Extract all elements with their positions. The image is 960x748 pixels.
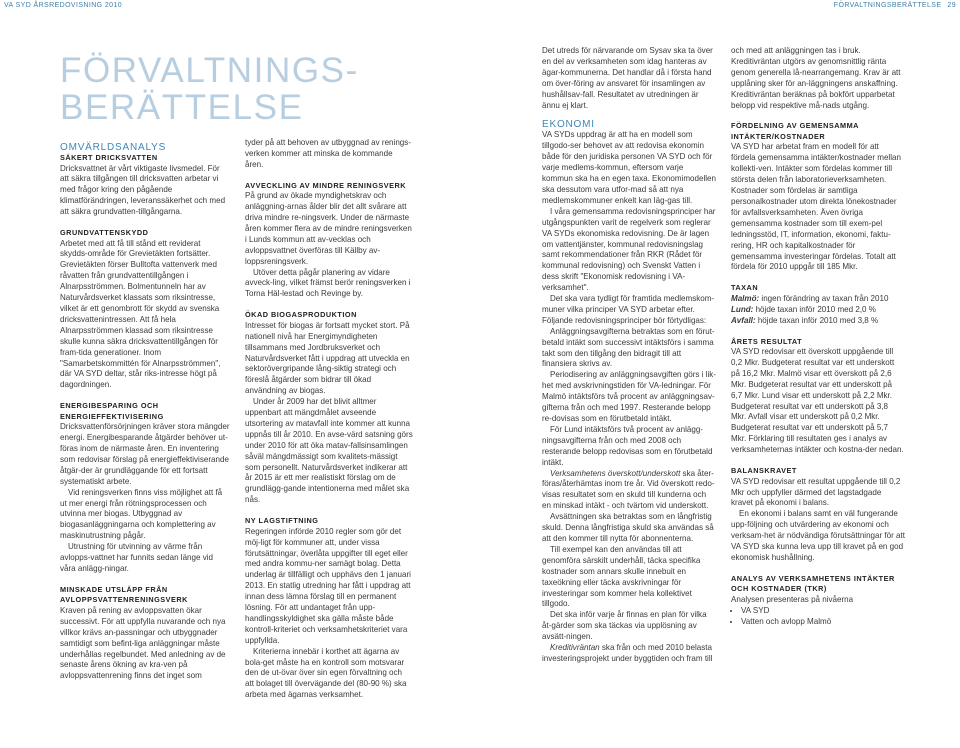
title-line-2: BERÄTTELSE xyxy=(60,88,304,127)
page-title xyxy=(60,51,359,127)
paragraph: Anläggningsavgifterna betraktas som en förut-betald intäkt som successivt intäktsförs i samma takt som den tillgång den bidragit till att finansiera skrivs av. xyxy=(542,326,715,369)
paragraph: Periodisering av anläggningsavgiften görs i lik-het med avskrivningstiden för VA-ledningar. För Malmö intäktsförs två procent av anläggningsav-gifterna från och med 1997. Resterande belopp re-dovisas som en förutbetald intäkt. xyxy=(542,370,716,423)
running-header-left: VA SYD ÅRSREDOVISNING 2010 xyxy=(4,2,123,9)
subheading-taxan: TAXAN xyxy=(731,283,759,293)
section-heading-omvarldsanalys: OMVÄRLDSANALYS xyxy=(60,142,167,153)
paragraph: Under år 2009 har det blivit alltmer uppenbart att mängdmålet avseende utsortering av matavfall inte kommer att kunna uppnås till år 2010. En avse-värd satsning görs under 2010 för att öka matav-fallsinsamlingen såväl mängdmässigt som kvalitets-mässigt som personellt. Naturvårdsverket indikerar att år 2015 är ett mer realistiskt förslag om de grundlägg-gande intentionerna med målet ska nås. xyxy=(245,397,413,505)
list-item: • Vatten och avlopp Malmö xyxy=(741,617,905,628)
tax-line-avfall: Avfall: höjde taxan inför 2010 med 3,8 % xyxy=(731,315,879,325)
paragraph: Analysen presenteras på nivåerna xyxy=(731,594,854,604)
paragraph: Intresset för biogas är fortsatt mycket stort. På nationell nivå har Energimyndigheten tillsammans med Jordbruksverket och Naturvårdsverket fått i uppdrag att utveckla en sektorövergripande lång-siktig strategi och föreslå åtgärder som bidrar till ökad användning av biogas. xyxy=(245,320,410,396)
paragraph: Kriterierna innebär i korthet att ägarna av bola-get måste ha en kontroll som motsvarar den de ut-övar över sin egen förvaltning och att bolaget till övervägande del (80-90 %) ska arbeta med ägarnas verksamhet. xyxy=(245,646,407,700)
bullet-list xyxy=(731,606,905,628)
paragraph: På grund av ökade myndighetskrav och anläggning-arnas ålder blir det allt svårare att driva mindre re-ningsverk. Under de närmaste åren kommer flera av de mindre reningsverken i Lunds kommun att av-vecklas och avloppsvattnet överföras till Källby av-loppsreningsverk. xyxy=(245,191,412,266)
paragraph: Kraven på rening av avloppsvatten ökar successivt. För att uppfylla nuvarande och nya villkor krävs an-passningar och utbyggnader samtidigt som befint-liga anläggningar måste underhållas regelbundet. Med anledning av de senaste årens ökning av kra-ven på avloppsvattenrening finns det inget som xyxy=(60,605,226,681)
subheading-biogas: ÖKAD BIOGASPRODUKTION xyxy=(245,310,357,320)
paragraph: Dricksvattenförsörjningen kräver stora mängder energi. Energibesparande åtgärder behöver ut-föras inom de närmaste åren. En inventering som redovisar förslag på energieffektiviserande åtgär-der är grundläggande för ett fortsatt systematiskt arbete. xyxy=(60,422,230,486)
paragraph: Avsättningen ska betraktas som en långfristig skuld. Denna långfristiga skuld ska användas så att den kommer till nytta för abonnenterna. xyxy=(542,512,714,543)
subheading-analys: ANALYS AV VERKSAMHETENS INTÄKTER OCH KOSTNADER (TKR) xyxy=(731,573,895,594)
subheading-balanskravet: BALANSKRAVET xyxy=(731,466,797,476)
subheading-energibesparing: ENERGIBESPARING OCH ENERGIEFFEKTIVISERING xyxy=(60,401,164,421)
tax-line-malmo: Malmö: ingen förändring av taxan från 2010 xyxy=(731,293,889,303)
column-2 xyxy=(245,138,413,748)
title-line-1: FÖRVALTNINGS- xyxy=(60,51,359,90)
section-heading-ekonomi: EKONOMI xyxy=(542,119,595,131)
paragraph: VA SYD redovisar ett resultat uppgående till 0,2 Mkr och uppfyller därmed det lagstadgade kravet på ekonomi i balans. xyxy=(731,476,901,508)
column-3 xyxy=(542,46,717,663)
paragraph: Kreditivräntan ska från och med 2010 belasta investeringsprojekt under byggtiden och fram till xyxy=(542,643,713,663)
paragraph: tyder på att behoven av utbyggnad av renings-verken kommer att minska de kommande åren. xyxy=(245,138,411,169)
paragraph: Utrustning för utvinning av värme från avlopps-vattnet har funnits sedan länge vid våra anlägg-ningar. xyxy=(60,542,213,573)
paragraph: VA SYD har arbetat fram en modell för att fördela gemensamma intäkter/kostnader mellan kollekti-ven. Intäkter som fördelas kommer till största delen från laboratorieverksamheten. Kostnader som fördelas är samtliga personalkostnader utom direkta lönekostnader för avfallsverksamheten. Även övriga gemensamma kostnader som till exem-pel ledningsstöd, IT, information, ekonomi, faktu-rering, HR och kapitalkostnader för gemensamma investeringar fördelas. Totalt att fördela för 2010 uppgår till 185 Mkr. xyxy=(731,142,901,272)
paragraph: Vid reningsverken finns viss möjlighet att få ut mer energi från rötningsprocessen och utvinna mer biogas. Utbyggnad av biogasanläggningarna och komplettering av maskinutrustning pågår. xyxy=(60,487,223,541)
paragraph: En ekonomi i balans samt en väl fungerande upp-följning och utvärdering av ekonomi och verksam-het är nödvändiga förutsättningar för att VA SYD ska kunna leva upp till kravet på en god ekonomisk hushållning. xyxy=(731,509,905,562)
subheading-minskade-utslapp: MINSKADE UTSLÄPP FRÅN AVLOPPSVATTENRENINGSVERK xyxy=(60,584,188,605)
paragraph: Det ska inför varje år finnas en plan för vilka åt-gärder som ska täckas via upplösning av avsätt-ningen. xyxy=(542,610,707,642)
paragraph: Dricksvattnet är vårt viktigaste livsmedel. För att säkra tillgången till dricksvatten arbetar vi med frågor kring den pågående klimatförändringen, leveranssäkerhet och med att säkra grundvatten-tillgångarna. xyxy=(60,163,226,217)
subheading-sakert-dricksvatten: SÄKERT DRICKSVATTEN xyxy=(60,153,158,162)
paragraph: Verksamhetens överskott/underskott ska åter-föras/återhämtas inom tre år. Vid överskott redo-visas resultatet som en skuld till kunderna och en minskad intäkt - och tvärtom vid underskott. xyxy=(542,468,715,511)
paragraph: I våra gemensamma redovisningsprinciper har utgångspunkten varit de regelverk som reglerar VA SYDs ekonomiska redovisning. De är lagen om vattentjänster, kommunal redovisningslag samt rekommendationer från RKR (Rådet för kommunal redovisning) och Svenskt Vatten i dess skrift "Ekonomisk redovisning i VA-verksamhet". xyxy=(542,206,716,293)
paragraph: Utöver detta pågår planering av vidare avveck-ling, vilket främst berör reningsverken i Torna Häl-lestad och Revinge by. xyxy=(245,267,411,299)
subheading-ny-lagstiftning: NY LAGSTIFTNING xyxy=(245,516,319,526)
paragraph: För Lund intäktsförs två procent av anlägg-ningsavgifterna från och med 2008 och resterande belopp redovisas som en förutbetald intäkt. xyxy=(542,424,713,467)
paragraph: Det ska vara tydligt för framtida medlemskom-muner vilka principer VA SYD arbetar efter. Följande redovisningsprinciper bör förtydligas: xyxy=(542,294,715,325)
paragraph: VA SYDs uppdrag är att ha en modell som tillgodo-ser behovet av att redovisa ekonomin både för den juridiska personen VA SYD och för varje medlems-kommun, eftersom varje kommun ska ha en egen taxa. Ekonomimodellen ska dessutom vara utfor-mad så att nya medlemskommuner enkelt kan läg-gas till. xyxy=(542,130,717,205)
paragraph: VA SYD redovisar ett överskott uppgående till 0,2 Mkr. Budgeterat resultat var ett underskott på 16,2 Mkr. Malmö visar ett överskott på 2,6 Mkr. Budgeterat resultat var ett underskott på 6,7 Mkr. Lund visar ett underskott på 2,2 Mkr. Budgeterat resultat var ett underskott på 3,8 Mkr. Avfall visar ett underskott på 0,2 Mkr. Budgeterat resultat var ett underskott på 5,7 Mkr. Förklaring till resultaten ges i analys av verksamheternas intäkter och kostna-der nedan. xyxy=(731,347,904,455)
list-item: • VA SYD xyxy=(741,606,905,617)
running-header-right xyxy=(834,0,956,12)
paragraph: Det utreds för närvarande om Sysav ska ta över en del av verksamheten som idag hanteras av ägar-kommunerna. Det handlar då i första hand om över-föring av ansvaret för insamlingen av hushållsav-fall. Resultatet av utredningen är ännu ej klart. xyxy=(542,46,713,110)
paragraph: och med att anläggningen tas i bruk. Kreditivräntan utgörs av genomsnittlig ränta genom generella lå-nearrangemang. Krav är att upplåning sker för an-läggningens anskaffning. Kreditivräntan beräknas på bokfört upparbetat belopp vid respektive må-nads utgång. xyxy=(731,46,901,110)
emphasis: Kreditivräntan xyxy=(550,643,600,653)
page-number: 29 xyxy=(947,2,956,9)
paragraph: Regeringen införde 2010 regler som gör det möj-ligt för kommuner att, under vissa förutsättningar, överlåta uppgifter till eget eller med andra kommu-ner samägt bolag. Detta underlag är tillfälligt och upphävs den 1 januari 2013. En statlig utredning har fått i uppdrag att innan dess lämna förslag till en permanent lösning. För att undantaget från upp-handlingsskyldighet ska gälla måste både kontroll-kriteriet och verksamhetskriteriet vara uppfyllda. xyxy=(245,526,411,645)
paragraph: Arbetet med att få till stånd ett reviderat skydds-område för Grevietäkten fortsätter. Grevietäkten förser Bulltofta vattenverk med råvatten från grundvattentillgången i Alnarpsströmmen. Bolmentunneln har av Naturvårdsverket klassats som riksintresse, vilket är ett genombrott för skydd av svenska dricksvattenintressen. Att få hela Alnarpsströmmen klassad som riksintresse skulle kunna säkra dricksvattentillgången för fram-tida generationer. Inom "Samarbetskommittén för Alnarpsströmmen", där VA SYD deltar, står riks-intresse högt på dagordningen. xyxy=(60,238,221,390)
tax-line-lund: Lund: höjde taxan inför 2010 med 2,0 % xyxy=(731,304,876,314)
subheading-arets-resultat: ÅRETS RESULTAT xyxy=(731,336,803,346)
paragraph: Till exempel kan den användas till att genomföra särskilt underhåll, täcka specifika kostnader som annars skulle innebuit en taxeökning eller täcka avskrivningar för investeringar som kommer hela kollektivet tillgodo. xyxy=(542,544,701,609)
subheading-fordelning: FÖRDELNING AV GEMENSAMMA INTÄKTER/KOSTNADER xyxy=(731,121,859,141)
column-4 xyxy=(731,46,905,656)
emphasis: Verksamhetens överskott/underskott xyxy=(550,468,681,478)
section-name: FÖRVALTNINGSBERÄTTELSE xyxy=(833,2,942,9)
subheading-grundvattenskydd: GRUNDVATTENSKYDD xyxy=(60,228,149,238)
subheading-avveckling: AVVECKLING AV MINDRE RENINGSVERK xyxy=(245,180,407,190)
